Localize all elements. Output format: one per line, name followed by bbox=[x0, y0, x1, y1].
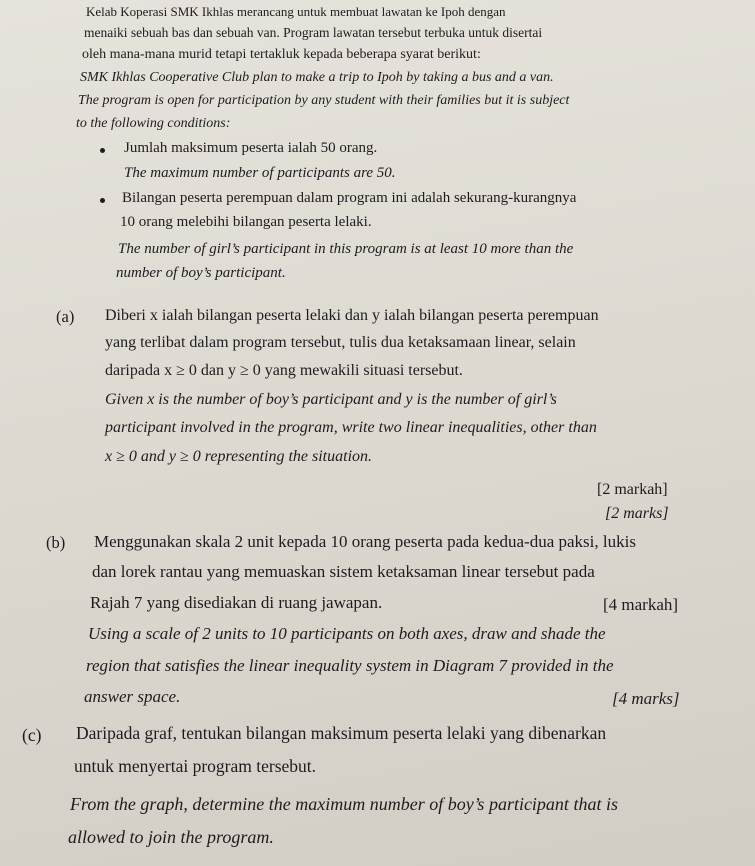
condition-2-en-line-2: number of boy’s participant. bbox=[116, 265, 286, 281]
part-c-ms-line-1: Daripada graf, tentukan bilangan maksimum peserta lelaki yang dibenarkan bbox=[76, 723, 607, 743]
condition-2-en-line-1: The number of girl’s participant in this program is at least 10 more than the bbox=[118, 241, 574, 257]
intro-en-line-3: to the following conditions: bbox=[76, 116, 231, 131]
part-b-marks-ms: [4 markah] bbox=[603, 595, 679, 614]
part-c-label: (c) bbox=[22, 725, 42, 745]
condition-2-ms-line-2: 10 orang melebihi bilangan peserta lelaki. bbox=[120, 214, 372, 230]
part-a-ms-line-3: daripada x ≥ 0 dan y ≥ 0 yang mewakili situasi tersebut. bbox=[105, 362, 463, 379]
intro-ms-line-1: Kelab Koperasi SMK Ikhlas merancang untuk membuat lawatan ke Ipoh dengan bbox=[86, 4, 506, 19]
part-a-label: (a) bbox=[56, 307, 75, 326]
part-a-marks-en: [2 marks] bbox=[605, 505, 669, 522]
intro-en-line-1: SMK Ikhlas Cooperative Club plan to make a trip to Ipoh by taking a bus and a van. bbox=[80, 70, 554, 85]
intro-ms-line-3: oleh mana-mana murid tetapi tertakluk kepada beberapa syarat berikut: bbox=[82, 47, 481, 62]
part-b-en-line-2: region that satisfies the linear inequality system in Diagram 7 provided in the bbox=[86, 656, 614, 675]
part-c-ms-line-2: untuk menyertai program tersebut. bbox=[74, 756, 317, 776]
part-a-ms-line-1: Diberi x ialah bilangan peserta lelaki dan y ialah bilangan peserta perempuan bbox=[105, 307, 599, 324]
part-a-en-line-3: x ≥ 0 and y ≥ 0 representing the situation. bbox=[105, 448, 373, 465]
condition-2-ms-line-1: Bilangan peserta perempuan dalam program ini adalah sekurang-kurangnya bbox=[122, 190, 577, 206]
part-a-marks-ms: [2 markah] bbox=[597, 481, 668, 498]
part-b-en-line-3: answer space. bbox=[84, 687, 181, 706]
part-a-en-line-1: Given x is the number of boy’s participant and y is the number of girl’s bbox=[105, 391, 557, 408]
part-b-ms-line-3: Rajah 7 yang disediakan di ruang jawapan. bbox=[90, 593, 383, 612]
part-b-ms-line-2: dan lorek rantau yang memuaskan sistem ketaksaman linear tersebut pada bbox=[92, 562, 595, 581]
part-c-en-line-2: allowed to join the program. bbox=[68, 827, 274, 847]
condition-1-en: The maximum number of participants are 50. bbox=[124, 165, 396, 181]
intro-en-line-2: The program is open for participation by any student with their families but it is subject bbox=[78, 93, 570, 108]
part-b-ms-line-1: Menggunakan skala 2 unit kepada 10 orang peserta pada kedua-dua paksi, lukis bbox=[94, 532, 636, 551]
part-b-marks-en: [4 marks] bbox=[612, 689, 680, 708]
part-c-en-line-1: From the graph, determine the maximum number of boy’s participant that is bbox=[70, 794, 618, 814]
condition-1-ms: Jumlah maksimum peserta ialah 50 orang. bbox=[124, 140, 378, 156]
part-b-en-line-1: Using a scale of 2 units to 10 participants on both axes, draw and shade the bbox=[88, 624, 606, 643]
part-b-label: (b) bbox=[46, 533, 66, 552]
intro-ms-line-2: menaiki sebuah bas dan sebuah van. Program lawatan tersebut terbuka untuk disertai bbox=[84, 25, 543, 40]
part-a-en-line-2: participant involved in the program, write two linear inequalities, other than bbox=[105, 419, 597, 436]
part-a-ms-line-2: yang terlibat dalam program tersebut, tulis dua ketaksamaan linear, selain bbox=[105, 334, 576, 351]
condition-1-bullet bbox=[100, 148, 105, 153]
condition-2-bullet bbox=[100, 198, 105, 203]
